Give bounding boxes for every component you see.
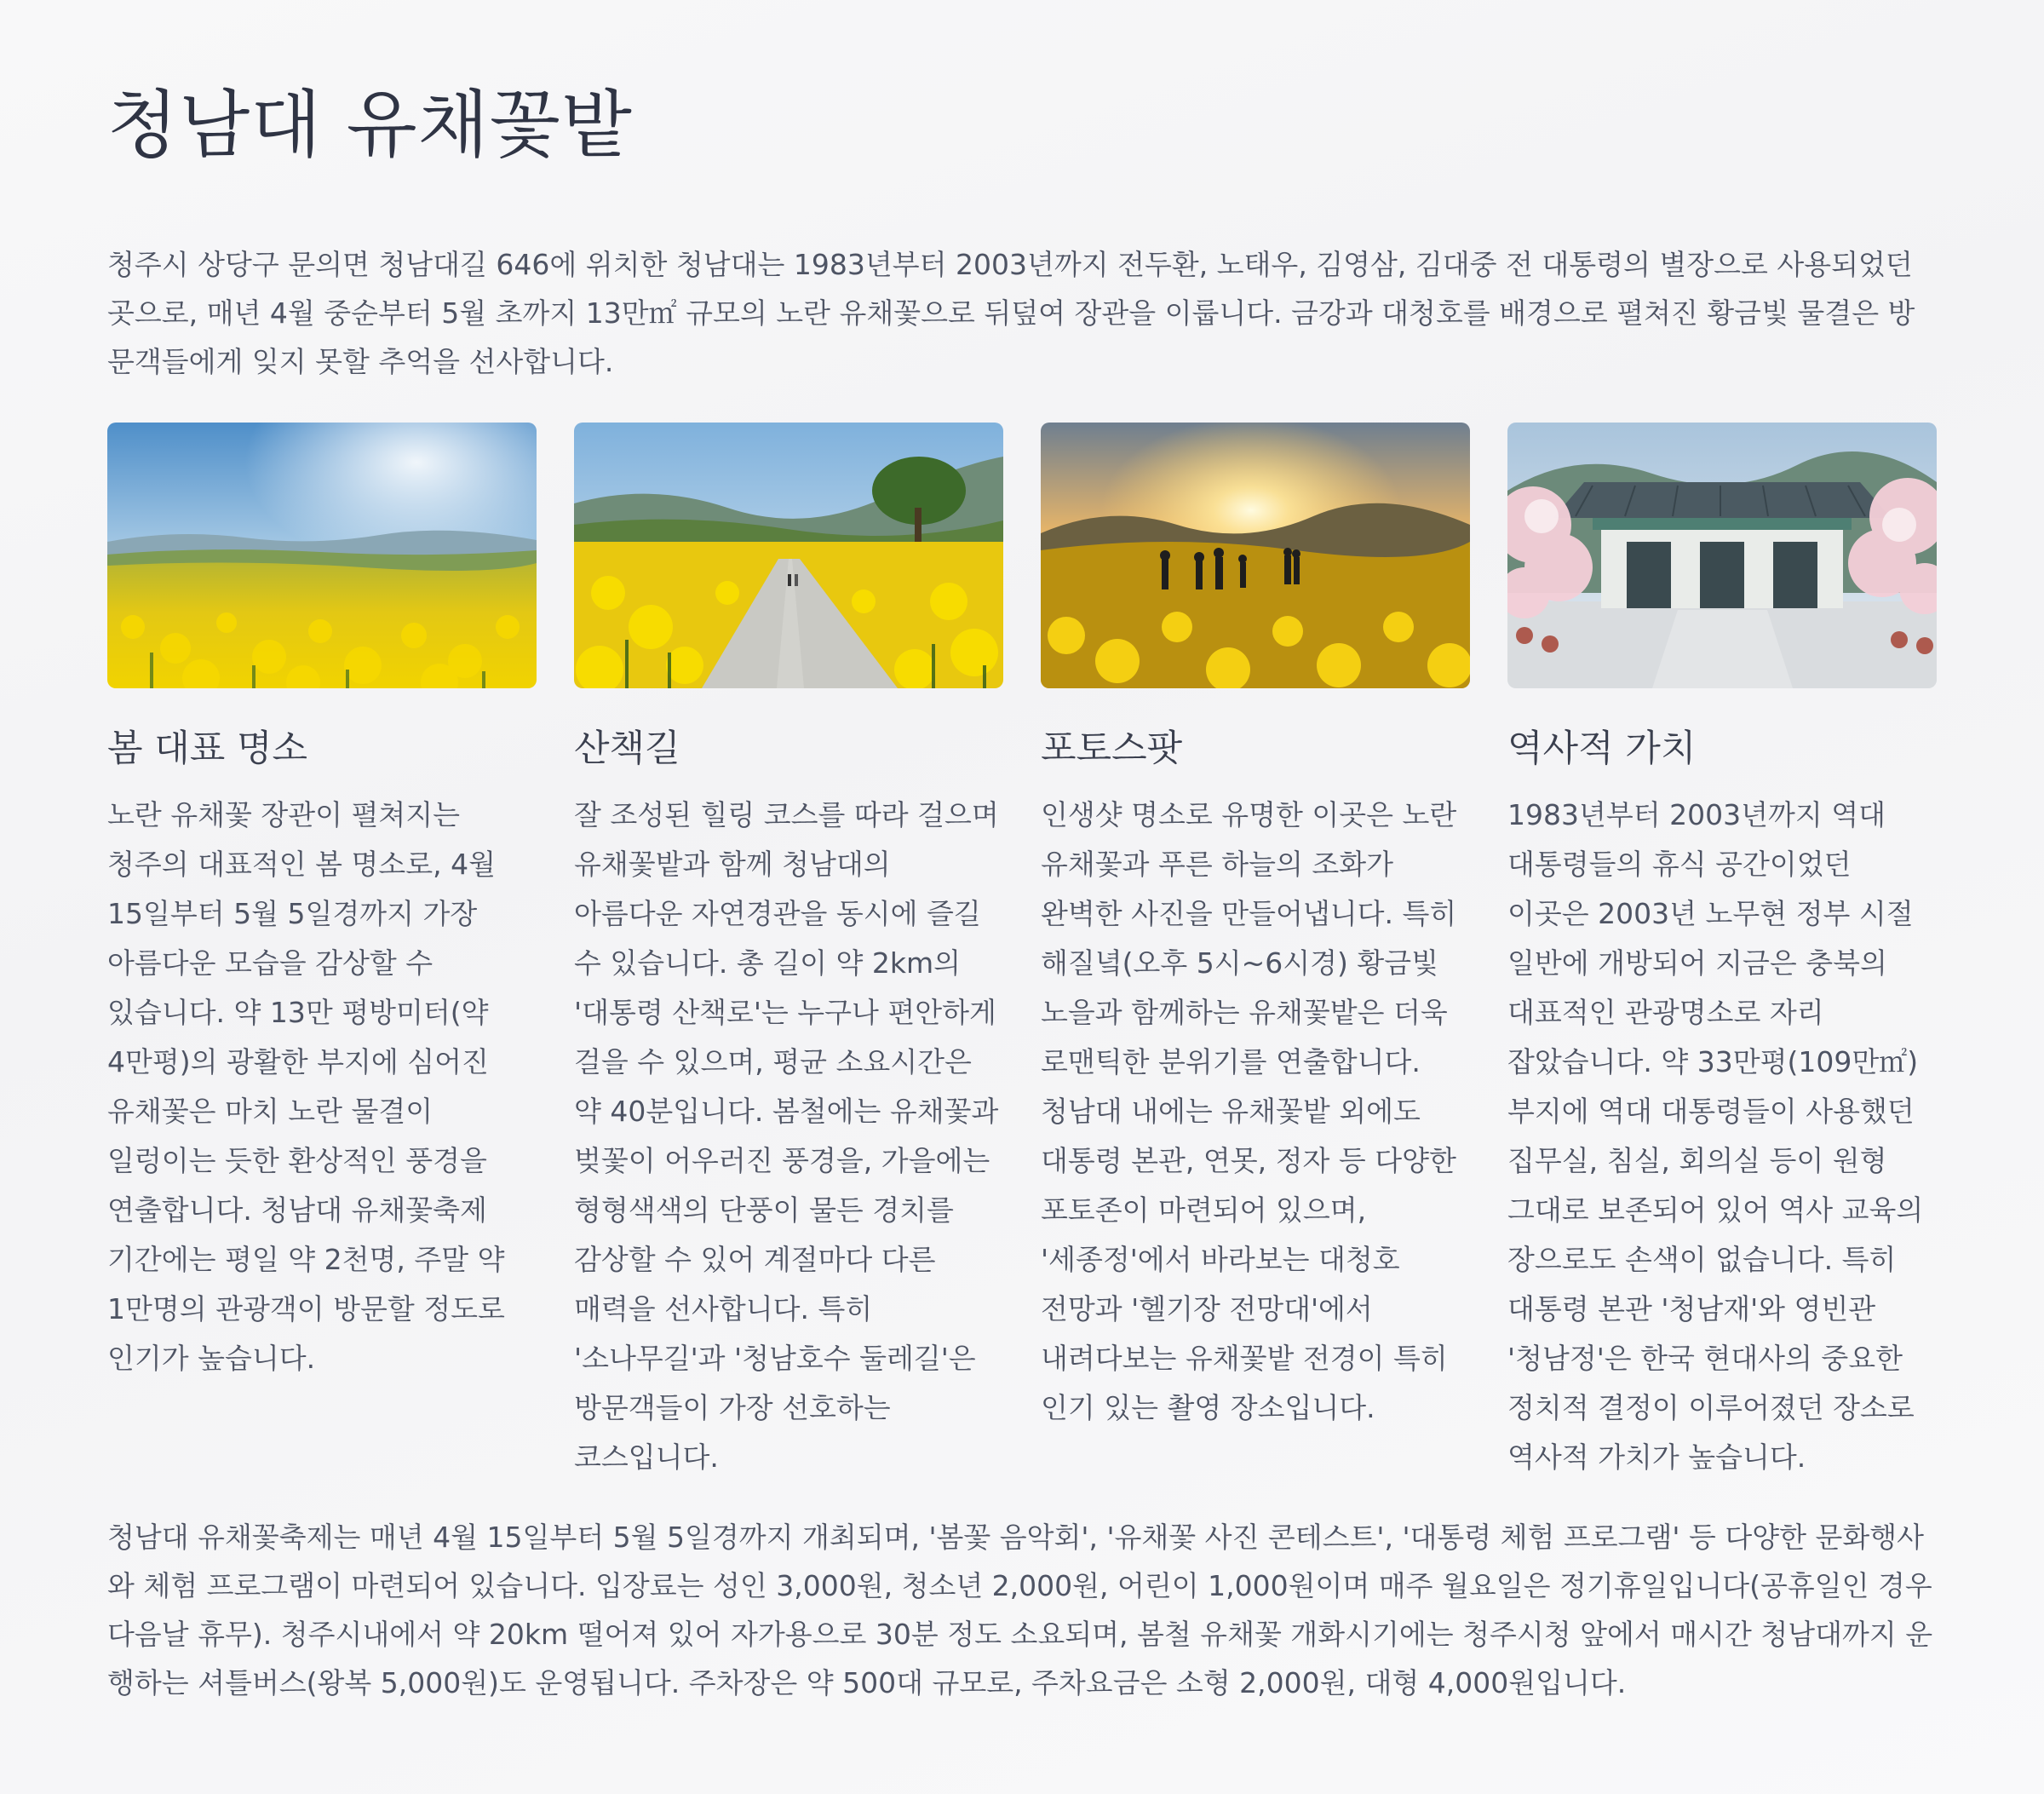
card-body: 노란 유채꽃 장관이 펼쳐지는 청주의 대표적인 봄 명소로, 4월 15일부터 5월 5일경까지 가장 아름다운 모습을 감상할 수 있습니다. 약 13만 평방미터(약 4만평)의 광활한 부지에 심어진 유채꽃은 마치 노란 물결이 일렁이는 듯한 환상적인 풍경을 연출합니다. 청남대 유채꽃축제 기간에는 평일 약 2천명, 주말 약 1만명의 관광객이 방문할 정도로 인기가 높습니다. (107, 797, 505, 1375)
intro-paragraph: 청주시 상당구 문의면 청남대길 646에 위치한 청남대는 1983년부터 2003년까지 전두환, 노태우, 김영삼, 김대중 전 대통령의 별장으로 사용되었던 곳으로, 매년 4월 중순부터 5월 초까지 13만㎡ 규모의 노란 유채꽃으로 뒤덮여 장관을 이룹니다. 금강과 대청호를 배경으로 펼쳐진 황금빛 물결은 방문객들에게 잊지 못할 추억을 선사합니다. (107, 248, 1915, 378)
sunset-photo-spot-photo (1041, 423, 1470, 688)
walking-path-photo (574, 423, 1003, 688)
page-title: 청남대 유채꽃밭 (107, 83, 633, 168)
card-heading: 역사적 가치 (1507, 727, 1697, 770)
feature-card-photo-spot (1041, 423, 1470, 1433)
feature-card-history (1507, 423, 1937, 1482)
card-heading: 포토스팟 (1041, 727, 1183, 770)
historic-building-photo (1507, 423, 1937, 688)
rapeseed-field-landscape-photo (107, 423, 537, 688)
card-heading: 봄 대표 명소 (107, 727, 308, 770)
card-body: 인생샷 명소로 유명한 이곳은 노란 유채꽃과 푸른 하늘의 조화가 완벽한 사진을 만들어냅니다. 특히 해질녘(오후 5시~6시경) 황금빛 노을과 함께하는 유채꽃밭은 더욱 로맨틱한 분위기를 연출합니다. 청남대 내에는 유채꽃밭 외에도 대통령 본관, 연못, 정자 등 다양한 포토존이 마련되어 있으며, '세종정'에서 바라보는 대청호 전망과 '헬기장 전망대'에서 내려다보는 유채꽃밭 전경이 특히 인기 있는 촬영 장소입니다. (1041, 797, 1457, 1424)
feature-card-walking-path (574, 423, 1003, 1482)
feature-cards (107, 423, 1938, 1479)
card-body: 1983년부터 2003년까지 역대 대통령들의 휴식 공간이었던 이곳은 2003년 노무현 정부 시절 일반에 개방되어 지금은 충북의 대표적인 관광명소로 자리 잡았습니다. 약 33만평(109만㎡) 부지에 역대 대통령들이 사용했던 집무실, 침실, 회의실 등이 원형 그대로 보존되어 있어 역사 교육의 장으로도 손색이 없습니다. 특히 대통령 본관 '청남재'와 영빈관 '청남정'은 한국 현대사의 중요한 정치적 결정이 이루어졌던 장소로 역사적 가치가 높습니다. (1507, 797, 1924, 1474)
card-body: 잘 조성된 힐링 코스를 따라 걸으며 유채꽃밭과 함께 청남대의 아름다운 자연경관을 동시에 즐길 수 있습니다. 총 길이 약 2km의 '대통령 산책로'는 누구나 편안하게 걸을 수 있으며, 평균 소요시간은 약 40분입니다. 봄철에는 유채꽃과 벚꽃이 어우러진 풍경을, 가을에는 형형색색의 단풍이 물든 경치를 감상할 수 있어 계절마다 다른 매력을 선사합니다. 특히 '소나무길'과 '청남호수 둘레길'은 방문객들이 가장 선호하는 코스입니다. (574, 797, 999, 1474)
outro-paragraph: 청남대 유채꽃축제는 매년 4월 15일부터 5월 5일경까지 개최되며, '봄꽃 음악회', '유채꽃 사진 콘테스트', '대통령 체험 프로그램' 등 다양한 문화행사와 체험 프로그램이 마련되어 있습니다. 입장료는 성인 3,000원, 청소년 2,000원, 어린이 1,000원이며 매주 월요일은 정기휴일입니다(공휴일인 경우 다음날 휴무). 청주시내에서 약 20km 떨어져 있어 자가용으로 30분 정도 소요되며, 봄철 유채꽃 개화시기에는 청주시청 앞에서 매시간 청남대까지 운행하는 셔틀버스(왕복 5,000원)도 운영됩니다. 주차장은 약 500대 규모로, 주차요금은 소형 2,000원, 대형 4,000원입니다. (107, 1521, 1933, 1699)
feature-card-spring (107, 423, 537, 1383)
card-heading: 산책길 (574, 727, 680, 770)
